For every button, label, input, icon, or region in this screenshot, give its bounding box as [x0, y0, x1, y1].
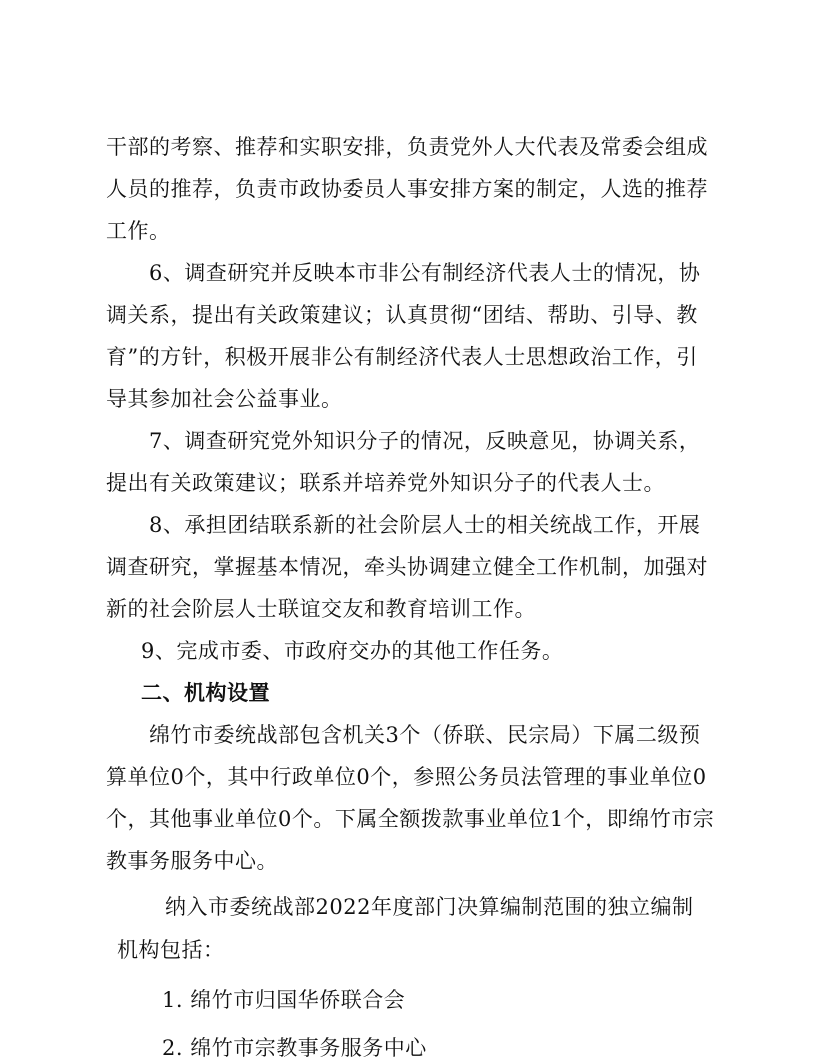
text-line: 干部的考察、推荐和实职安排，负责党外人大代表及常委会组成 [106, 135, 708, 159]
list-item: 2. 绵竹市宗教事务服务中心 [162, 1036, 427, 1060]
text-line: 6、调查研究并反映本市非公有制经济代表人士的情况，协 [149, 261, 701, 285]
text-line: 育”的方针，积极开展非公有制经济代表人士思想政治工作，引 [106, 345, 698, 369]
text-line: 9、完成市委、市政府交办的其他工作任务。 [141, 639, 564, 663]
text-line: 机构包括： [117, 938, 225, 962]
text-line: 纳入市委统战部2022年度部门决算编制范围的独立编制 [165, 895, 694, 919]
text-line: 工作。 [106, 219, 171, 243]
text-line: 个，其他事业单位0个。下属全额拨款事业单位1个，即绵竹市宗 [106, 807, 715, 831]
text-line: 提出有关政策建议；联系并培养党外知识分子的代表人士。 [106, 471, 665, 495]
text-line: 调查研究，掌握基本情况，牵头协调建立健全工作机制，加强对 [106, 555, 708, 579]
text-line: 教事务服务中心。 [106, 849, 278, 873]
text-line: 7、调查研究党外知识分子的情况，反映意见，协调关系， [149, 429, 701, 453]
text-line: 调关系，提出有关政策建议；认真贯彻“团结、帮助、引导、教 [106, 303, 698, 327]
text-line: 人员的推荐，负责市政协委员人事安排方案的制定，人选的推荐 [106, 177, 708, 201]
text-line: 8、承担团结联系新的社会阶层人士的相关统战工作，开展 [149, 513, 701, 537]
text-line: 算单位0个，其中行政单位0个，参照公务员法管理的事业单位0 [106, 765, 707, 789]
text-line: 绵竹市委统战部包含机关3个（侨联、民宗局）下属二级预 [149, 723, 701, 747]
text-line: 新的社会阶层人士联谊交友和教育培训工作。 [106, 597, 536, 621]
section-heading: 二、机构设置 [141, 681, 270, 705]
text-line: 导其参加社会公益事业。 [106, 387, 343, 411]
list-item: 1. 绵竹市归国华侨联合会 [162, 988, 406, 1012]
